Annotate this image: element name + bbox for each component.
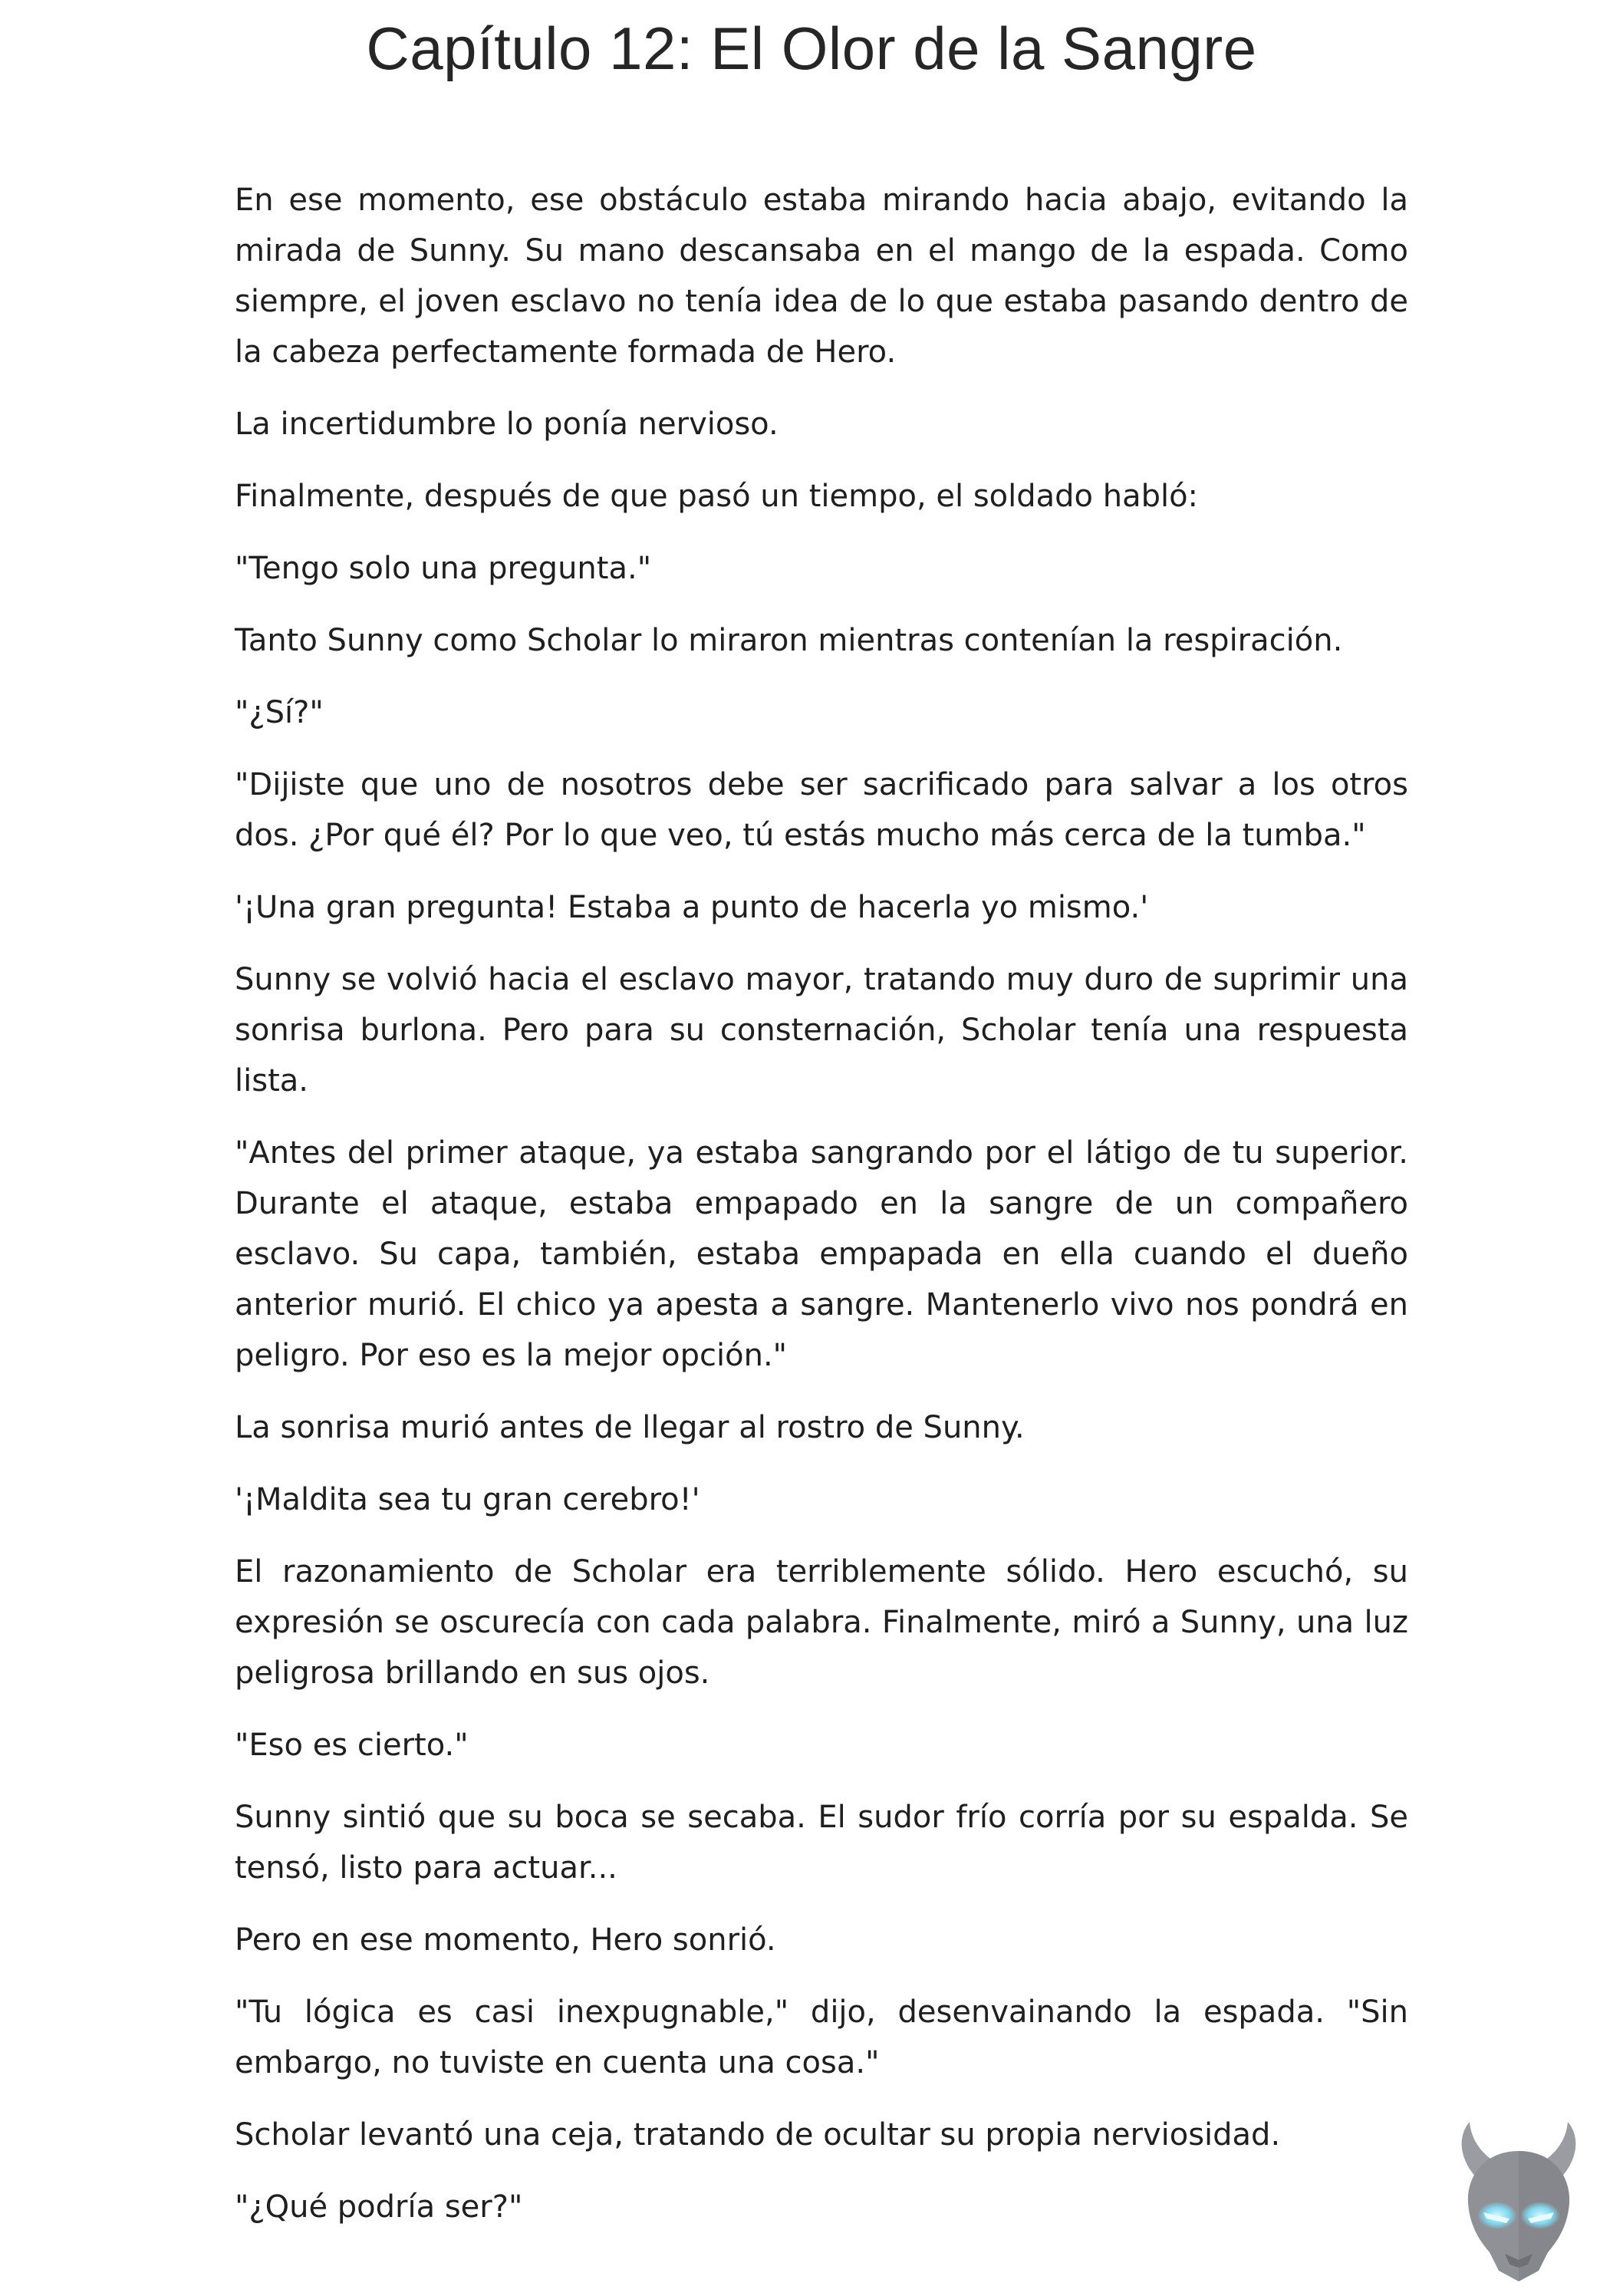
paragraph: Scholar levantó una ceja, tratando de ocultar su propia nerviosidad. [235,2117,1281,2153]
paragraph: La incertidumbre lo ponía nervioso. [235,407,779,442]
paragraph: "Tengo solo una pregunta." [235,551,652,586]
paragraph: "¿Sí?" [235,695,324,730]
page-title: Capítulo 12: El Olor de la Sangre [366,15,1257,82]
demon-head-icon [1442,2117,1595,2286]
paragraph: '¡Una gran pregunta! Estaba a punto de hacerla yo mismo.' [235,890,1149,925]
paragraph: "Tu lógica es casi inexpugnable," dijo, desenvainando la espada. "Sin embargo, no tuviste en cuenta una cosa." [235,1995,1408,2080]
paragraph: Sunny sintió que su boca se secaba. El sudor frío corría por su espalda. Se tensó, listo para actuar... [235,1800,1408,1886]
paragraph: Finalmente, después de que pasó un tiempo, el soldado habló: [235,479,1199,514]
paragraph: "¿Qué podría ser?" [235,2189,523,2225]
chapter-body [235,175,1408,2254]
paragraph: Sunny se volvió hacia el esclavo mayor, tratando muy duro de suprimir una sonrisa burlona. Pero para su consternación, Scholar tenía una respuesta lista. [235,962,1408,1099]
paragraph: Tanto Sunny como Scholar lo miraron mientras contenían la respiración. [235,623,1343,658]
paragraph: En ese momento, ese obstáculo estaba mirando hacia abajo, evitando la mirada de Sunny. Su mano descansaba en el mango de la espada. Como siempre, el joven esclavo no tenía idea de lo que estaba pasando dentro de la cabeza perfectamente formada de Hero. [235,183,1408,370]
paragraph: "Dijiste que uno de nosotros debe ser sacrificado para salvar a los otros dos. ¿Por qué él? Por lo que veo, tú estás mucho más cerca de la tumba." [235,767,1408,853]
paragraph: La sonrisa murió antes de llegar al rostro de Sunny. [235,1410,1025,1445]
paragraph: "Eso es cierto." [235,1728,469,1763]
paragraph: "Antes del primer ataque, ya estaba sangrando por el látigo de tu superior. Durante el ataque, estaba empapado en la sangre de un compañero esclavo. Su capa, también, estaba empapada en ella cuando el dueño anterior murió. El chico ya apesta a sangre. Mantenerlo vivo nos pondrá en peligro. Por eso es la mejor opción." [235,1135,1408,1373]
paragraph: '¡Maldita sea tu gran cerebro!' [235,1482,700,1517]
paragraph: Pero en ese momento, Hero sonrió. [235,1922,776,1958]
paragraph: El razonamiento de Scholar era terriblemente sólido. Hero escuchó, su expresión se oscurecía con cada palabra. Finalmente, miró a Sunny, una luz peligrosa brillando en sus ojos. [235,1554,1408,1691]
